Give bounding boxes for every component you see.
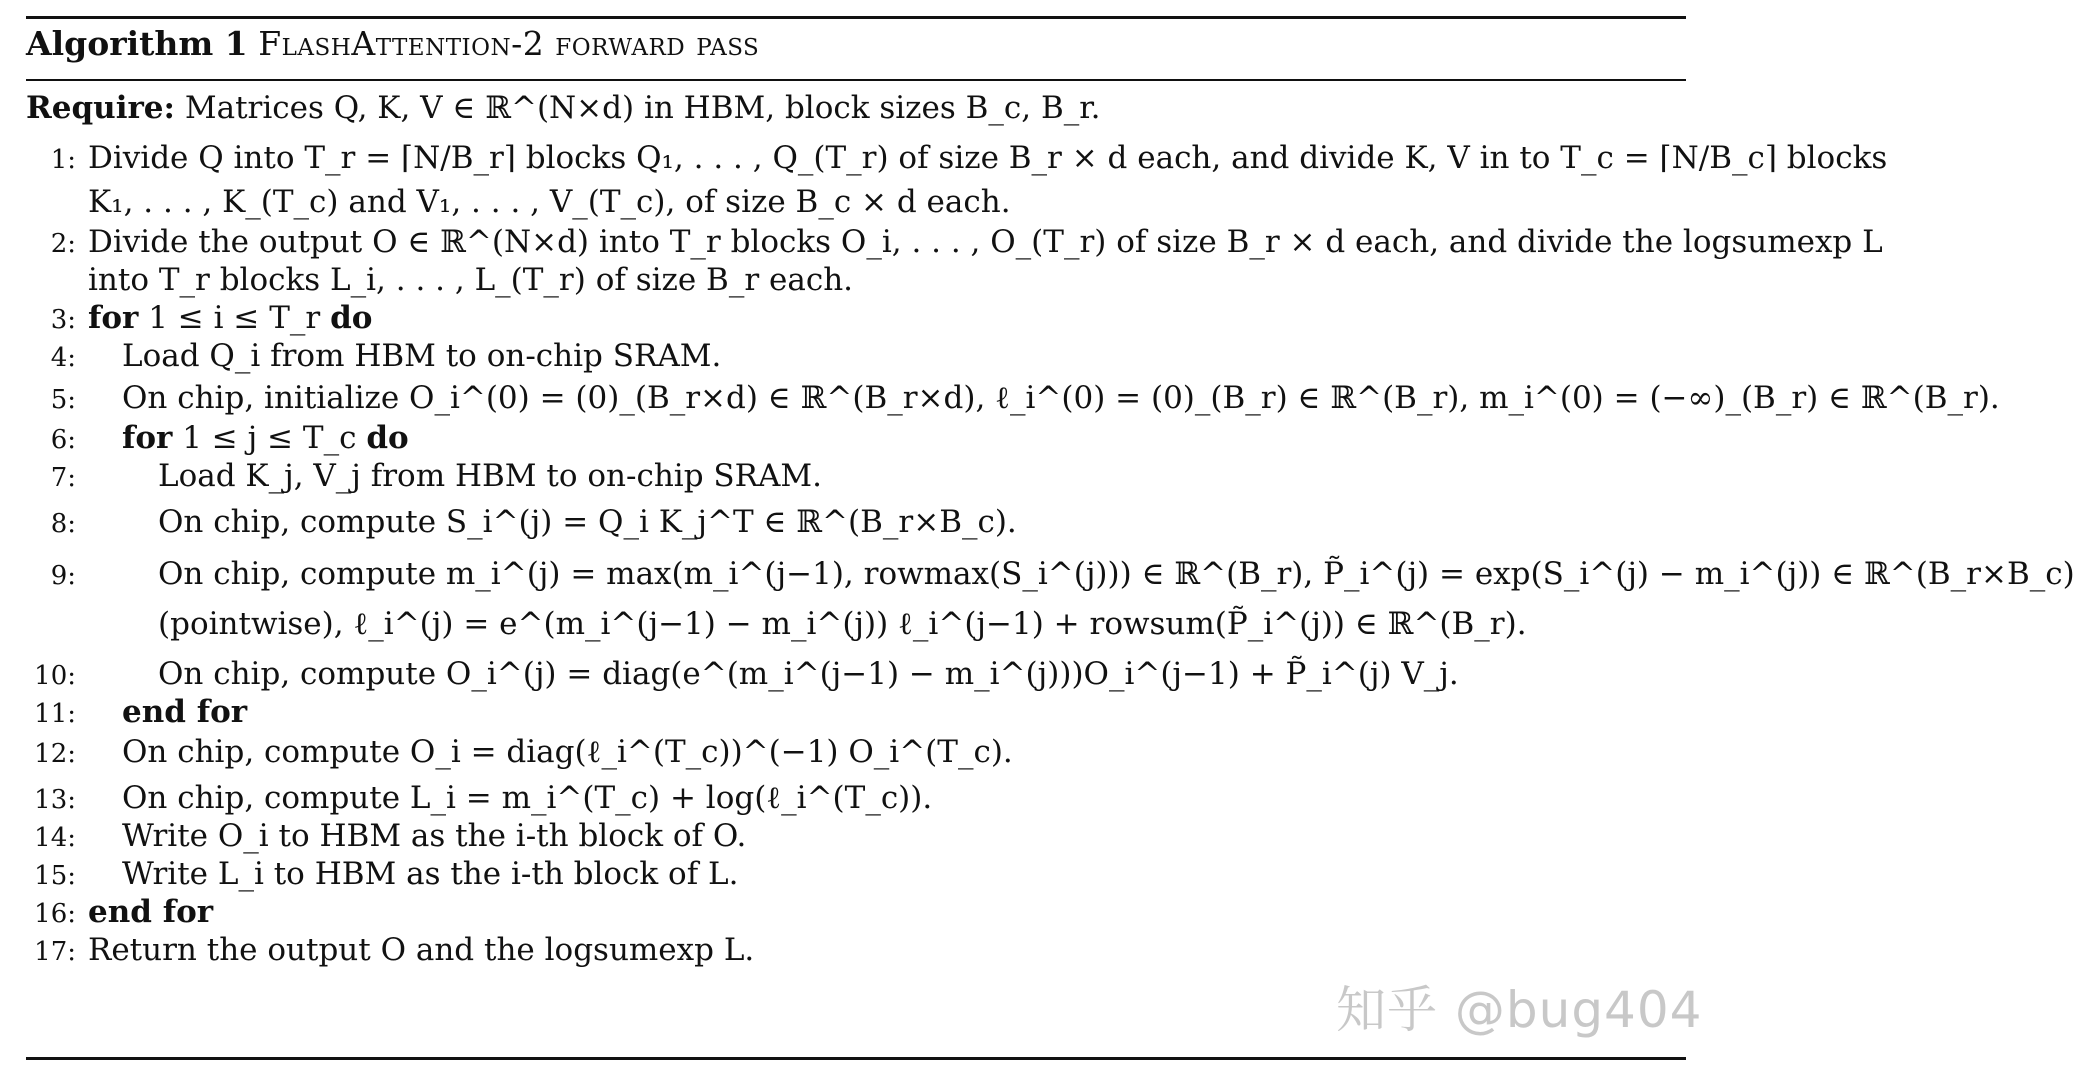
line-text: Divide the output O ∈ ℝ^(N×d) into T_r blocks O_i, . . . , O_(T_r) of size B_r × d each, and divide the logsumexp L (88, 224, 1883, 260)
line-number: 9: (50, 561, 76, 591)
top-rule (26, 16, 1686, 19)
line-text: Divide Q into T_r = ⌈N/B_r⌉ blocks Q₁, . . . , Q_(T_r) of size B_r × d each, and divide K, V in to T_c = ⌈N/B_c⌉ blocks (88, 140, 1888, 176)
line-number: 13: (34, 785, 76, 815)
algorithm-line-1-continued (26, 182, 1011, 222)
algorithm-line-17 (26, 930, 754, 972)
do-keyword: do (366, 420, 409, 456)
algorithm-line-16 (26, 892, 213, 934)
line-text: 1 ≤ i ≤ T_r (138, 300, 331, 336)
algorithm-line-9-continued (26, 604, 1527, 644)
require-line (26, 88, 1101, 128)
do-keyword: do (330, 300, 373, 336)
algorithm-line-7 (26, 456, 822, 498)
line-text: On chip, compute S_i^(j) = Q_i K_j^T ∈ ℝ^(B_r×B_c). (158, 504, 1017, 540)
line-text: On chip, compute m_i^(j) = max(m_i^(j−1), rowmax(S_i^(j))) ∈ ℝ^(B_r), P̃_i^(j) = exp(S_i^(j) − m_i^(j)) ∈ ℝ^(B_r×B_c) (158, 556, 2075, 592)
line-number: 10: (34, 661, 76, 691)
line-number: 16: (34, 899, 76, 929)
line-text: Return the output O and the logsumexp L. (88, 932, 755, 968)
algorithm-name: FlashAttention-2 forward pass (258, 24, 760, 63)
algorithm-line-10 (26, 654, 1459, 696)
algorithm-line-13 (26, 778, 932, 820)
line-text: On chip, compute L_i = m_i^(T_c) + log(ℓ_i^(T_c)). (122, 780, 933, 816)
line-number: 6: (50, 425, 76, 455)
algorithm-box (26, 16, 2075, 1066)
watermark: 知乎 @bug404 (1336, 981, 1703, 1039)
algorithm-line-3 (26, 298, 372, 340)
algorithm-line-5 (26, 378, 2000, 420)
line-number: 11: (34, 699, 76, 729)
algorithm-line-4 (26, 336, 721, 378)
for-keyword: for (88, 300, 139, 336)
end-for-keyword: end for (88, 894, 214, 930)
line-number: 1: (50, 145, 76, 175)
line-text: into T_r blocks L_i, . . . , L_(T_r) of size B_r each. (88, 262, 854, 298)
line-text: On chip, compute O_i = diag(ℓ_i^(T_c))^(−1) O_i^(T_c). (122, 734, 1013, 770)
algorithm-line-14 (26, 816, 746, 858)
algorithm-line-15 (26, 854, 739, 896)
algorithm-line-6 (26, 418, 409, 460)
algorithm-line-9 (26, 554, 2075, 596)
line-text: On chip, initialize O_i^(0) = (0)_(B_r×d) ∈ ℝ^(B_r×d), ℓ_i^(0) = (0)_(B_r) ∈ ℝ^(B_r), m_i^(0) = (−∞)_(B_r) ∈ ℝ^(B_r). (122, 380, 2000, 416)
line-number: 7: (50, 463, 76, 493)
line-text: Write L_i to HBM as the i-th block of L. (122, 856, 739, 892)
line-number: 17: (34, 937, 76, 967)
line-text: Load Q_i from HBM to on-chip SRAM. (122, 338, 722, 374)
line-number: 8: (50, 509, 76, 539)
algorithm-line-12 (26, 732, 1013, 774)
algorithm-label: Algorithm 1 (26, 24, 248, 63)
algorithm-line-11 (26, 692, 247, 734)
line-number: 2: (50, 229, 76, 259)
algorithm-line-2 (26, 222, 1883, 264)
line-number: 3: (50, 305, 76, 335)
require-text: Matrices Q, K, V ∈ ℝ^(N×d) in HBM, block sizes B_c, B_r. (184, 90, 1101, 126)
algorithm-line-2-continued (26, 260, 853, 300)
line-number: 15: (34, 861, 76, 891)
bottom-rule (26, 1057, 1686, 1060)
for-keyword: for (122, 420, 173, 456)
algorithm-line-1 (26, 138, 1887, 180)
line-number: 4: (50, 343, 76, 373)
algorithm-title (26, 24, 759, 63)
end-for-keyword: end for (122, 694, 248, 730)
line-number: 12: (34, 739, 76, 769)
line-number: 14: (34, 823, 76, 853)
line-number: 5: (50, 385, 76, 415)
line-text: K₁, . . . , K_(T_c) and V₁, . . . , V_(T_c), of size B_c × d each. (88, 184, 1011, 220)
algorithm-line-8 (26, 502, 1017, 544)
line-text: (pointwise), ℓ_i^(j) = e^(m_i^(j−1) − m_i^(j)) ℓ_i^(j−1) + rowsum(P̃_i^(j)) ∈ ℝ^(B_r). (158, 606, 1527, 642)
line-text: Write O_i to HBM as the i-th block of O. (122, 818, 747, 854)
line-text: 1 ≤ j ≤ T_c (172, 420, 367, 456)
title-rule (26, 79, 1686, 81)
require-keyword: Require: (26, 90, 175, 126)
line-text: Load K_j, V_j from HBM to on-chip SRAM. (158, 458, 822, 494)
line-text: On chip, compute O_i^(j) = diag(e^(m_i^(j−1) − m_i^(j)))O_i^(j−1) + P̃_i^(j) V_j. (158, 656, 1459, 692)
